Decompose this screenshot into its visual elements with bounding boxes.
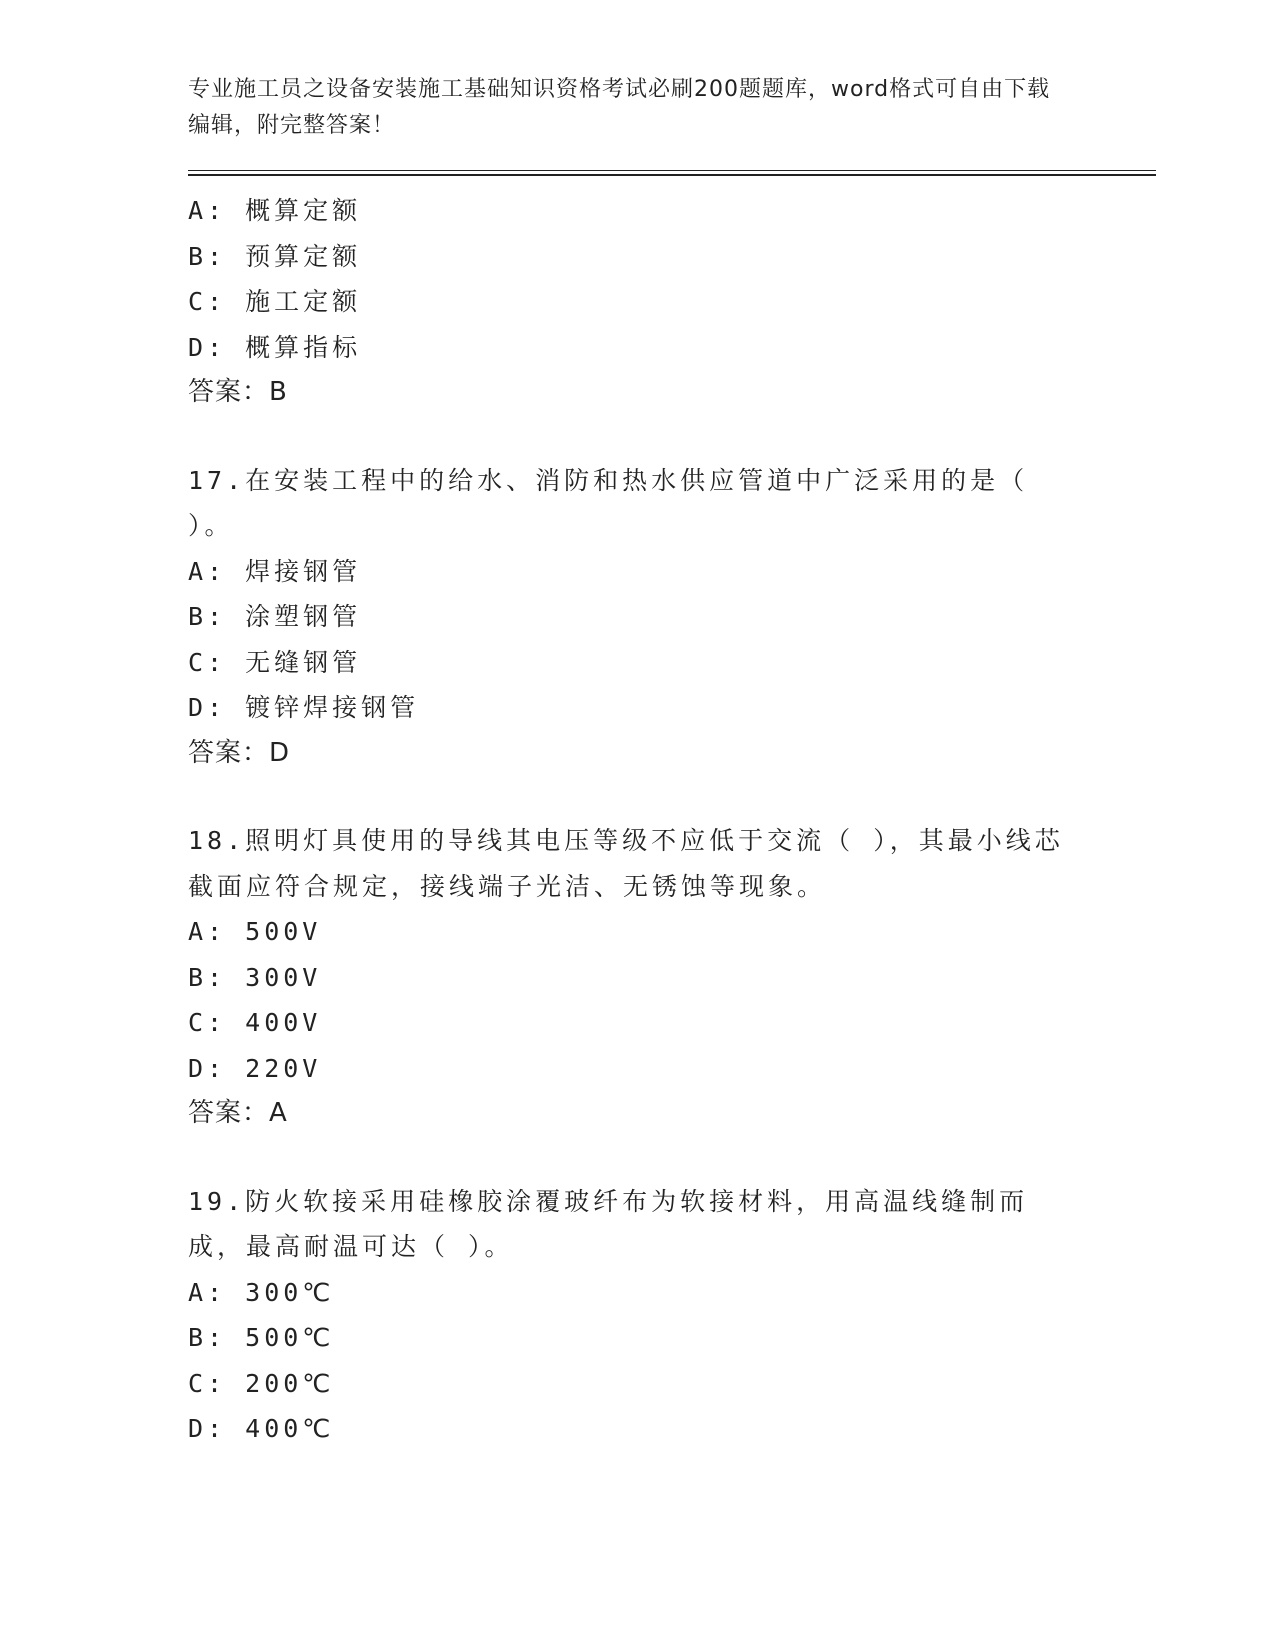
answer-line: 答案：B: [188, 377, 288, 407]
option-d: D: 镀锌焊接钢管: [188, 693, 420, 722]
question-stem: 19.防火软接采用硅橡胶涂覆玻纤布为软接材料，用高温线缝制而成，最高耐温可达（ ）。: [188, 1186, 1029, 1261]
header-rule-top: [188, 170, 1156, 171]
option-d: D: 概算指标: [188, 332, 362, 362]
option-c: C: 施工定额: [188, 287, 362, 316]
question-stem: 18.照明灯具使用的导线其电压等级不应低于交流（ ），其最小线芯截面应符合规定，接线端子光洁、无锈蚀等现象。: [188, 826, 1064, 901]
option-d: D: 220V: [188, 1053, 322, 1083]
option-a: A: 焊接钢管: [188, 556, 362, 586]
option-d: D: 400℃: [188, 1414, 335, 1443]
question-18: [188, 818, 1068, 1137]
option-a: A: 300℃: [188, 1277, 335, 1307]
answer-line: 答案：D: [188, 737, 291, 768]
option-a: A: 概算定额: [188, 196, 362, 225]
document-title: 专业施工员之设备安装施工基础知识资格考试必刷200题题库，word格式可自由下载编辑，附完整答案！: [188, 77, 1051, 138]
question-list: [188, 188, 1068, 1452]
option-b: B: 涂塑钢管: [188, 602, 362, 631]
option-c: C: 400V: [188, 1008, 322, 1037]
question-19: [188, 1179, 1068, 1452]
option-b: B: 预算定额: [188, 241, 362, 271]
question-16-continued: [188, 188, 1068, 416]
option-a: A: 500V: [188, 917, 322, 946]
option-b: B: 500℃: [188, 1323, 335, 1352]
document-header: [188, 72, 1068, 144]
question-stem: 17.在安装工程中的给水、消防和热水供应管道中广泛采用的是（ ）。: [188, 465, 1029, 540]
answer-line: 答案：A: [188, 1098, 288, 1128]
header-rule-bottom: [188, 174, 1156, 176]
question-17: [188, 458, 1068, 777]
option-b: B: 300V: [188, 962, 322, 992]
option-c: C: 无缝钢管: [188, 647, 362, 677]
option-c: C: 200℃: [188, 1368, 335, 1398]
